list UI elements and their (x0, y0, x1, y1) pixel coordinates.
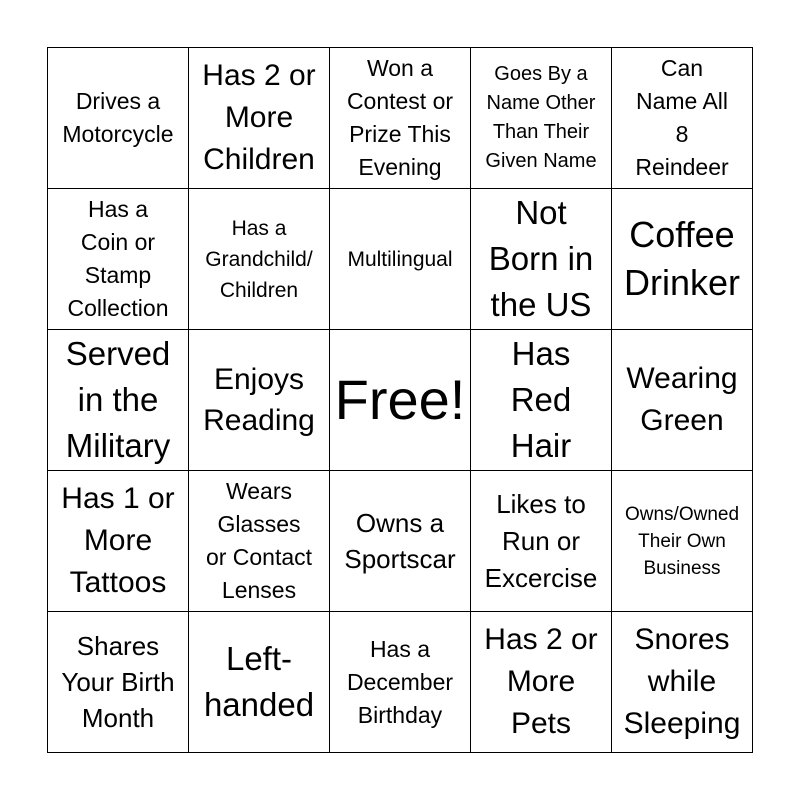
bingo-cell[interactable] (189, 471, 330, 612)
bingo-cell-text: Has Red Hair (510, 335, 572, 464)
bingo-cell[interactable] (612, 189, 753, 330)
bingo-cell-text: Has 2 or More Children (202, 59, 316, 176)
bingo-cell-text: Wearing Green (626, 362, 738, 437)
bingo-cell-text: Goes By a Name Other Than Their Given Name (485, 63, 597, 172)
bingo-cell-text: Owns/Owned Their Own Business (624, 503, 740, 579)
bingo-cell-text: Has 1 or More Tattoos (61, 482, 175, 599)
bingo-cell[interactable] (330, 189, 471, 330)
bingo-cell[interactable] (48, 189, 189, 330)
bingo-cell[interactable] (189, 48, 330, 189)
bingo-cell[interactable] (471, 612, 612, 753)
bingo-cell[interactable] (189, 330, 330, 471)
bingo-cell-text: Can Name All 8 Reindeer (635, 55, 729, 180)
bingo-cell-text: Has a Grandchild/ Children (205, 216, 313, 302)
bingo-cell[interactable] (189, 189, 330, 330)
bingo-cell[interactable] (330, 471, 471, 612)
bingo-cell-text: Multilingual (347, 247, 453, 271)
bingo-cell[interactable] (330, 48, 471, 189)
bingo-cell[interactable] (48, 48, 189, 189)
bingo-cell-text: Served in the Military (65, 335, 171, 464)
bingo-cell-text: Wears Glasses or Contact Lenses (205, 478, 313, 603)
bingo-cell[interactable] (189, 612, 330, 753)
bingo-cell-text: Left- handed (203, 640, 315, 723)
bingo-cell[interactable] (471, 471, 612, 612)
bingo-cell-text: Coffee Drinker (623, 214, 740, 303)
bingo-cell-text: Won a Contest or Prize This Evening (346, 55, 454, 180)
bingo-cell-text: Not Born in the US (488, 194, 594, 323)
bingo-cell[interactable] (612, 471, 753, 612)
bingo-cell-text: Likes to Run or Excercise (484, 488, 598, 593)
bingo-cell-text: Owns a Sportscar (344, 508, 456, 574)
bingo-cell[interactable] (471, 330, 612, 471)
bingo-cell-text: Drives a Motorcycle (62, 88, 174, 147)
bingo-cell[interactable] (612, 612, 753, 753)
bingo-cell-text: Snores while Sleeping (623, 623, 741, 740)
bingo-board (47, 47, 753, 753)
free-space-text: Free! (334, 368, 466, 431)
free-space[interactable] (330, 330, 471, 471)
bingo-cell[interactable] (471, 48, 612, 189)
bingo-cell-text: Has a December Birthday (346, 635, 454, 728)
bingo-cell-text: Shares Your Birth Month (61, 631, 175, 733)
bingo-cell[interactable] (48, 330, 189, 471)
bingo-cell-text: Enjoys Reading (203, 363, 315, 437)
bingo-cell[interactable] (612, 48, 753, 189)
bingo-cell[interactable] (48, 471, 189, 612)
bingo-cell[interactable] (471, 189, 612, 330)
bingo-cell-text: Has 2 or More Pets (484, 623, 598, 740)
bingo-cell[interactable] (330, 612, 471, 753)
bingo-cell-text: Has a Coin or Stamp Collection (67, 196, 169, 321)
bingo-cell[interactable] (612, 330, 753, 471)
bingo-cell[interactable] (48, 612, 189, 753)
